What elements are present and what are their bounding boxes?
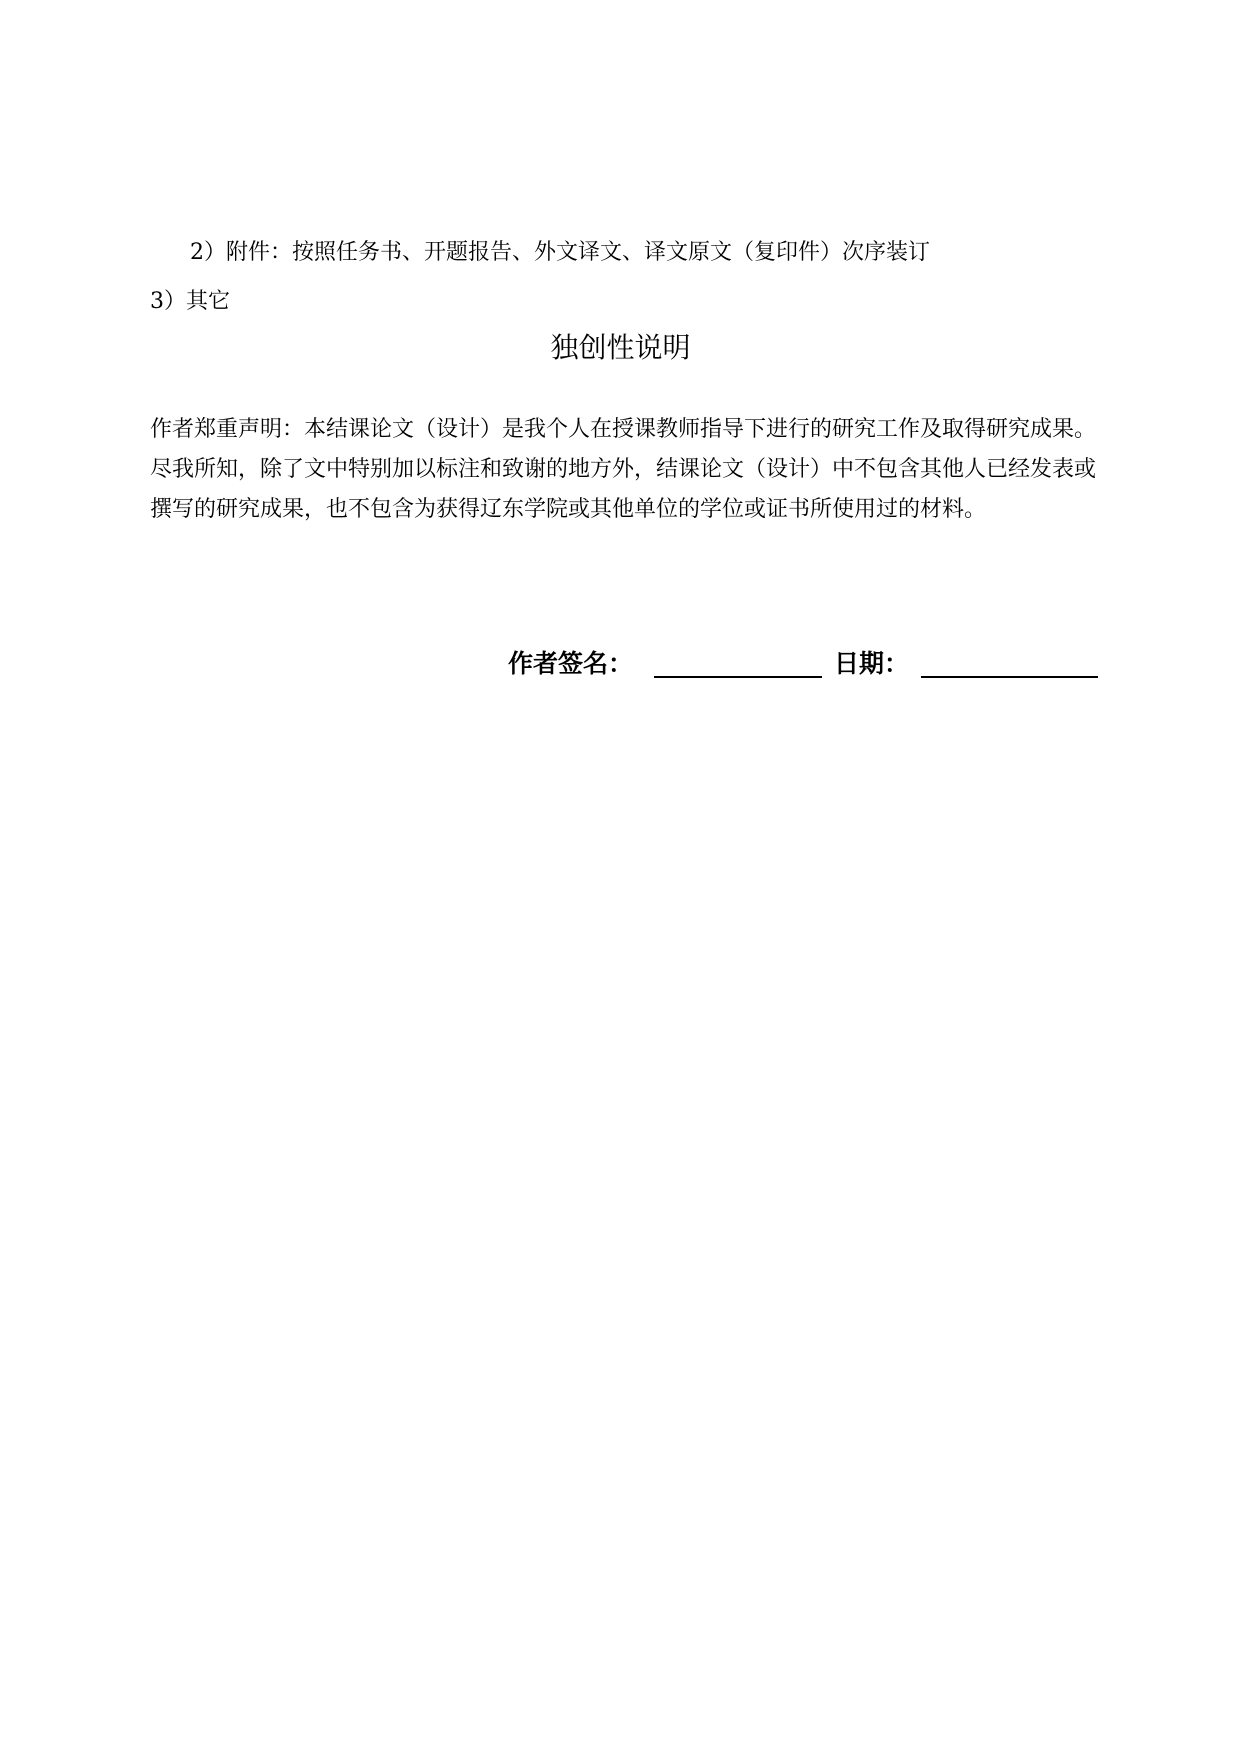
signature-row (508, 644, 1098, 688)
page-title: 独创性说明 (550, 331, 691, 364)
date-label: 日期： (834, 649, 910, 678)
attachment-note: 2）附件：按照任务书、开题报告、外文译文、译文原文（复印件）次序装订 (190, 240, 930, 265)
date-blank (921, 676, 1098, 678)
other-note: 3）其它 (150, 289, 230, 314)
author-signature-blank (654, 676, 822, 678)
author-signature-label: 作者签名： (508, 649, 634, 678)
declaration-paragraph: 作者郑重声明：本结课论文（设计）是我个人在授课教师指导下进行的研究工作及取得研究成果。尽我所知，除了文中特别加以标注和致谢的地方外，结课论文（设计）中不包含其他人已经发表或撰写的研究成果，也不包含为获得辽东学院或其他单位的学位或证书所使用过的材料。 (150, 417, 1097, 522)
